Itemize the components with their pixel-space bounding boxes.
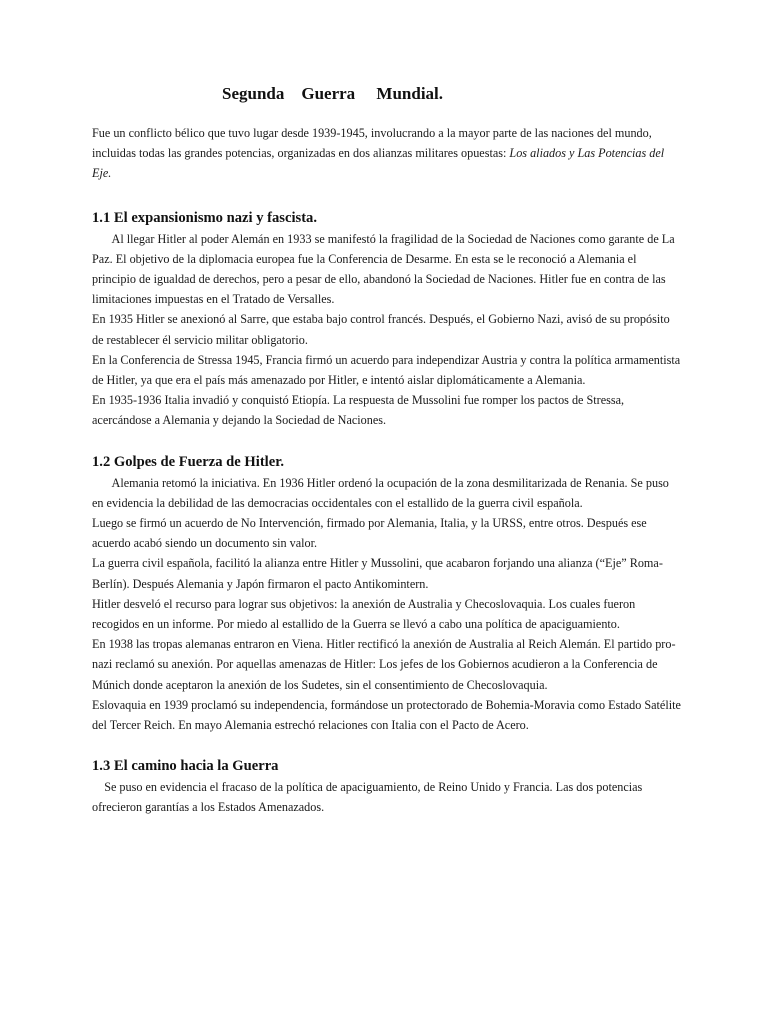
section-paragraph: En 1938 las tropas alemanas entraron en Viena. Hitler rectificó la anexión de Australia al Reich Alemán. El partido pro-nazi reclamó su anexión. Por aquellas amenazas de Hitler: Los jefes de los Gobiernos acudieron a la Conferencia de Múnich donde aceptaron la anexión de los Sudetes, sin el consentimiento de Checoslovaquia.: [92, 637, 676, 692]
section-paragraph: En 1935-1936 Italia invadió y conquistó Etiopía. La respuesta de Mussolini fue romper los pactos de Stressa, acercándose a Alemania y dejando la Sociedad de Naciones.: [92, 393, 625, 428]
section-paragraph: Luego se firmó un acuerdo de No Intervención, firmado por Alemania, Italia, y la URSS, entre otros. Después ese acuerdo acabó siendo un documento sin valor.: [92, 516, 647, 551]
section-golpes-de-fuerza: [92, 451, 682, 736]
section-paragraph: Al llegar Hitler al poder Alemán en 1933 se manifestó la fragilidad de la Sociedad de Naciones como garante de La Paz. El objetivo de la diplomacia europea fue la Conferencia de Desarme. En esta se le reconoció a Alemania el principio de igualdad de derechos, pero a pesar de ello, abandonó la Sociedad de Naciones. Hitler fue en contra de las limitaciones impuestas en el Tratado de Versalles.: [92, 231, 675, 307]
section-heading: 1.2 Golpes de Fuerza de Hitler.: [92, 453, 284, 470]
section-paragraph: Alemania retomó la iniciativa. En 1936 Hitler ordenó la ocupación de la zona desmilitarizada de Renania. Se puso en evidencia la debilidad de las democracias occidentales con el estallido de la guerra civil española.: [92, 475, 669, 510]
intro-paragraph: [92, 123, 682, 184]
section-paragraph: La guerra civil española, facilitó la alianza entre Hitler y Mussolini, que acabaron forjando una alianza (“Eje” Roma-Berlín). Después Alemania y Japón firmaron el pacto Antikomintern.: [92, 556, 663, 591]
section-paragraph: Eslovaquia en 1939 proclamó su independencia, formándose un protectorado de Bohemia-Moravia como Estado Satélite del Tercer Reich. En mayo Alemania estrechó relaciones con Italia con el Pacto de Acero.: [92, 697, 681, 733]
document-body: [92, 123, 682, 838]
section-paragraph: Se puso en evidencia el fracaso de la política de apaciguamiento, de Reino Unido y Francia. Las dos potencias ofrecieron garantías a los Estados Amenazados.: [92, 780, 643, 815]
section-expansionismo: [92, 207, 682, 431]
section-paragraph: Hitler desveló el recurso para lograr sus objetivos: la anexión de Australia y Checoslovaquia. Los cuales fueron recogidos en un informe. Por miedo al estallido de la Guerra se llevó a cabo una política de apaciguamiento.: [92, 596, 636, 632]
document-title: Segunda Guerra Mundial.: [222, 84, 444, 103]
section-paragraph: En la Conferencia de Stressa 1945, Francia firmó un acuerdo para independizar Austria y contra la política armamentista de Hitler, ya que era el país más amenazado por Hitler, e intentó aislar diplomáticamente a Alemania.: [92, 352, 681, 388]
section-heading: 1.1 El expansionismo nazi y fascista.: [92, 209, 318, 226]
intro-text: Fue un conflicto bélico que tuvo lugar desde 1939-1945, involucrando a la mayor parte de las naciones del mundo, incluidas todas las grandes potencias, organizadas en dos alianzas militares opuestas:: [92, 126, 652, 161]
section-heading: 1.3 El camino hacia la Guerra: [92, 758, 279, 775]
section-paragraph: En 1935 Hitler se anexionó al Sarre, que estaba bajo control francés. Después, el Gobierno Nazi, avisó de su propósito de restablecer él servicio militar obligatorio.: [92, 312, 670, 347]
intro-italic-text: Los aliados y Las Potencias del Eje.: [92, 146, 665, 181]
section-camino-hacia-la-guerra: [92, 755, 682, 817]
